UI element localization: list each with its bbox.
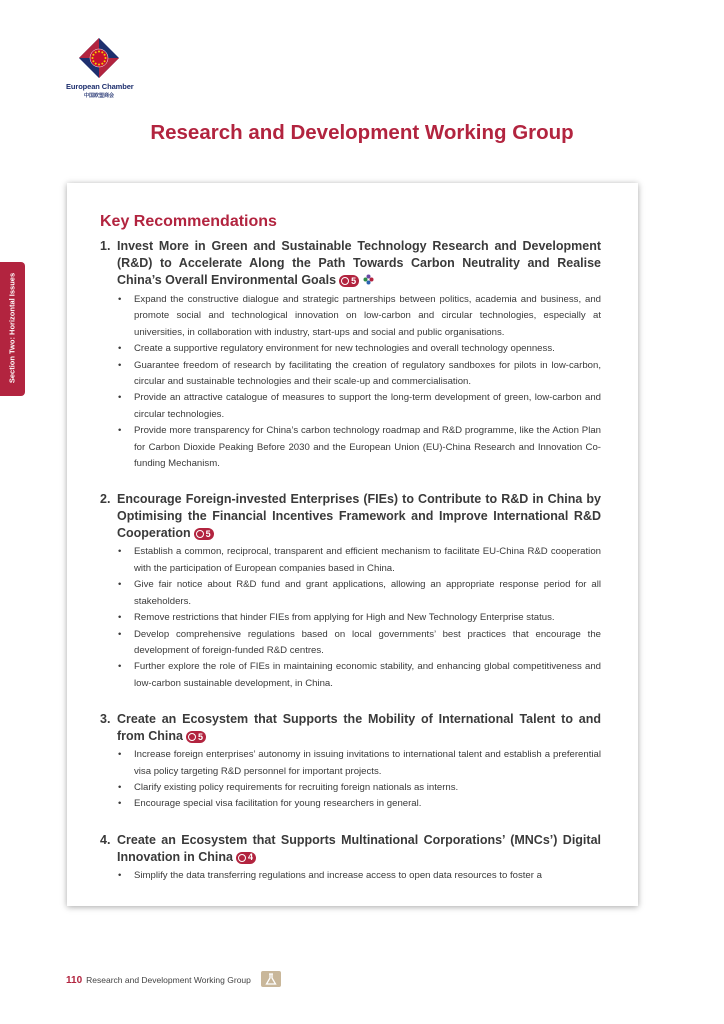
priority-ring-icon: [196, 530, 204, 538]
recommendation-bullets: [100, 544, 601, 692]
recommendation-bullets: [100, 292, 601, 472]
bullet-dot-icon: •: [118, 546, 122, 558]
priority-badge-value: 5: [351, 275, 357, 286]
priority-badge: [194, 528, 214, 540]
recommendation-bullet: [100, 292, 601, 341]
recommendation-bullet: [100, 341, 601, 357]
sustainability-flower-icon: [363, 273, 374, 290]
recommendation-bullet: [100, 610, 601, 626]
recommendation-bullet: [100, 390, 601, 423]
bullet-text: Establish a common, reciprocal, transparent and efficient mechanism to facilitate EU-China R&D cooperation with the participation of European companies based in China.: [134, 546, 601, 574]
recommendation-3: [100, 711, 601, 813]
recommendation-bullet: [100, 796, 601, 812]
section-side-tab: [0, 262, 25, 396]
recommendation-bullet: [100, 358, 601, 391]
bullet-text: Further explore the role of FIEs in maintaining economic stability, and enhancing global competitiveness and low-carbon sustainable development, in China.: [134, 661, 601, 689]
bullet-dot-icon: •: [118, 294, 122, 305]
page-footer: [66, 971, 281, 989]
recommendation-bullets: [100, 868, 601, 884]
recommendation-bullet: [100, 868, 601, 884]
page-title: Research and Development Working Group: [150, 121, 574, 144]
recommendation-title-text: [117, 238, 601, 290]
logo-chinese-name: 中国欧盟商会: [83, 93, 114, 99]
recommendation-2: [100, 491, 601, 692]
recommendation-bullet: [100, 577, 601, 610]
bullet-text: Provide more transparency for China’s carbon technology roadmap and R&D programme, like the Action Plan for Carbon Dioxide Peaking Before 2030 and the European Union (EU)-China Research and Innovation Co-funding Mechanism.: [134, 425, 601, 470]
recommendation-title-label: Invest More in Green and Sustainable Technology Research and Development (R&D) to Accelerate Along the Path Towards Carbon Neutrality and Realise China’s Overall Environmental Goals: [117, 239, 601, 287]
recommendations-content: [100, 213, 601, 903]
bullet-dot-icon: •: [118, 579, 122, 591]
bullet-dot-icon: •: [118, 425, 122, 437]
priority-badge-value: 5: [197, 731, 203, 742]
recommendation-title-label: Create an Ecosystem that Supports Multinational Corporations’ (MNCs’) Digital Innovation in China: [117, 832, 601, 864]
priority-ring-icon: [238, 854, 246, 862]
bullet-text: Simplify the data transferring regulations and increase access to open data resources to foster a: [134, 869, 542, 881]
recommendation-bullets: [100, 747, 601, 813]
recommendation-title-label: Encourage Foreign-invested Enterprises (FIEs) to Contribute to R&D in China by Optimising the Financial Incentives Framework and Improve International R&D Cooperation: [117, 492, 601, 541]
bullet-dot-icon: •: [118, 628, 122, 640]
bullet-dot-icon: •: [118, 359, 122, 371]
bullet-text: Expand the constructive dialogue and strategic partnerships between politics, academia and business, and promote social and technological innovation on low-carbon and circular technologies, especially at universities, in collaboration with industry, start-ups and social and public organisations.: [134, 294, 601, 338]
recommendation-number: 3.: [100, 712, 111, 727]
bullet-text: Develop comprehensive regulations based on local governments’ best practices that encourage the development of foreign-funded R&D centres.: [134, 628, 601, 656]
bullet-dot-icon: •: [118, 781, 122, 793]
priority-badge-value: 4: [247, 852, 253, 863]
european-chamber-logo: [66, 36, 132, 99]
logo-name: European Chamber: [66, 82, 134, 91]
recommendations-card: [67, 183, 638, 906]
priority-ring-icon: [188, 733, 196, 741]
bullet-dot-icon: •: [118, 869, 122, 881]
recommendation-bullet: [100, 780, 601, 796]
priority-badge: [339, 275, 359, 287]
recommendation-title: [100, 711, 601, 745]
recommendation-number: 4.: [100, 832, 111, 847]
bullet-text: Guarantee freedom of research by facilitating the creation of regulatory sandboxes for pilots in low-carbon, circular and sustainable technologies and their scale-up and commercialisation.: [134, 359, 601, 388]
recommendation-title-text: [117, 711, 601, 745]
recommendation-title: [100, 832, 601, 866]
bullet-dot-icon: •: [118, 343, 122, 355]
recommendation-bullet: [100, 423, 601, 472]
key-recommendations-heading: Key Recommendations: [100, 213, 277, 230]
recommendation-4: [100, 832, 601, 884]
bullet-dot-icon: •: [118, 661, 122, 673]
bullet-text: Clarify existing policy requirements for recruiting foreign nationals as interns.: [134, 781, 459, 793]
recommendation-1: [100, 238, 601, 472]
section-side-tab-label: Section Two: Horizontal Issues: [7, 272, 17, 384]
recommendation-title-label: Create an Ecosystem that Supports the Mobility of International Talent to and from China: [117, 712, 601, 744]
bullet-dot-icon: •: [118, 392, 122, 404]
bullet-text: Remove restrictions that hinder FIEs from applying for High and New Technology Enterprise status.: [134, 612, 555, 624]
recommendation-bullet: [100, 747, 601, 780]
chamber-emblem-icon: [77, 36, 121, 80]
recommendation-bullet: [100, 544, 601, 577]
footer-label: Research and Development Working Group: [86, 975, 251, 985]
bullet-dot-icon: •: [118, 798, 122, 810]
page-number: 110: [66, 974, 83, 986]
recommendation-number: 2.: [100, 492, 111, 507]
bullet-text: Provide an attractive catalogue of measures to support the long-term development of green, low-carbon and circular technologies.: [134, 392, 601, 420]
priority-badge: [186, 731, 206, 743]
priority-badge: [236, 852, 256, 864]
bullet-dot-icon: •: [118, 612, 122, 624]
recommendation-title-text: [117, 491, 601, 542]
flask-icon: [261, 971, 281, 989]
recommendation-title: [100, 238, 601, 290]
recommendation-number: 1.: [100, 239, 111, 253]
recommendation-bullet: [100, 659, 601, 692]
bullet-dot-icon: •: [118, 749, 122, 761]
bullet-text: Create a supportive regulatory environment for new technologies and overall technology openness.: [134, 343, 555, 355]
recommendation-title: [100, 491, 601, 542]
bullet-text: Give fair notice about R&D fund and grant applications, allowing an appropriate response period for all stakeholders.: [134, 579, 601, 607]
bullet-text: Encourage special visa facilitation for young researchers in general.: [134, 798, 422, 810]
priority-badge-value: 5: [205, 528, 211, 539]
recommendation-title-text: [117, 832, 601, 866]
bullet-text: Increase foreign enterprises’ autonomy in issuing invitations to international talent and establish a preferential visa policy targeting R&D personnel for important projects.: [134, 749, 601, 777]
recommendation-bullet: [100, 627, 601, 660]
recommendations-list: [100, 238, 601, 884]
priority-ring-icon: [341, 277, 349, 285]
